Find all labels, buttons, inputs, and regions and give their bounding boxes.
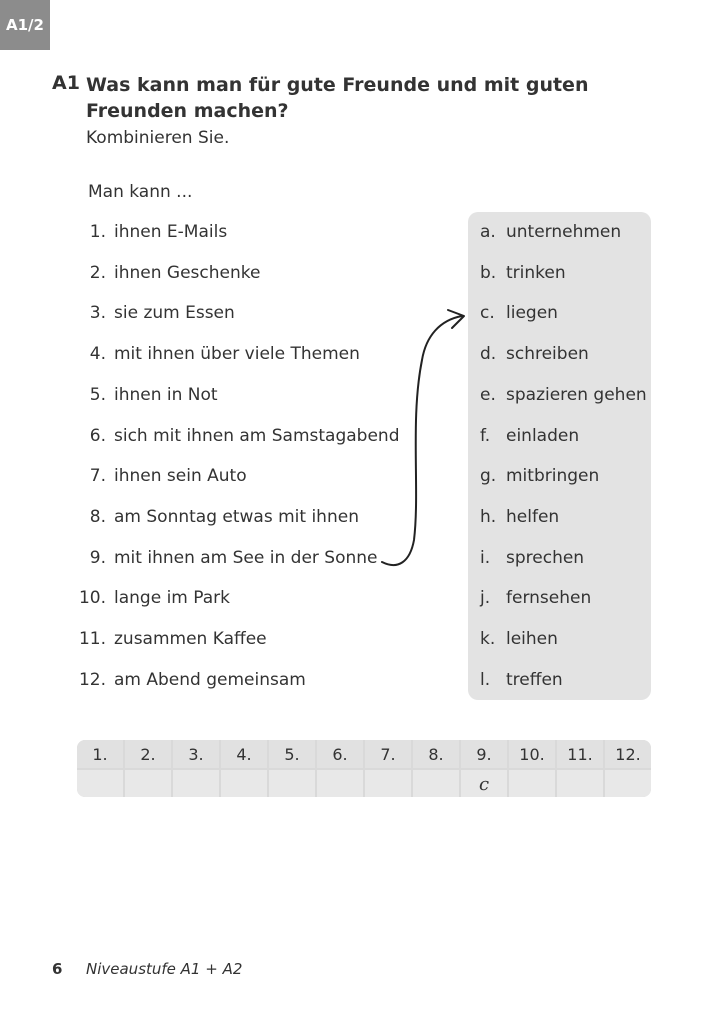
option-letter: b. (480, 262, 497, 283)
option-letter: h. (480, 506, 497, 527)
arrow-icon (370, 300, 480, 575)
list-item (70, 426, 399, 452)
task-number: A1 (52, 72, 80, 94)
option-text: unternehmen (506, 222, 622, 242)
answer-grid (77, 740, 651, 797)
option-item (480, 263, 566, 289)
option-text: leihen (506, 629, 558, 649)
option-text: einladen (506, 425, 580, 446)
option-text: mitbringen (506, 466, 600, 487)
option-item (480, 222, 621, 248)
grid-answer-cell[interactable] (77, 770, 123, 797)
task-instruction: Kombinieren Sie. (86, 128, 230, 148)
item-number: 10. (78, 588, 106, 609)
option-letter: k. (480, 629, 496, 649)
item-text: mit ihnen über viele Themen (114, 344, 360, 365)
task-title: Was kann man für gute Freunde und mit guten Freunden machen? (86, 74, 589, 122)
item-number: 7. (89, 466, 106, 487)
item-text: zusammen Kaffee (114, 629, 267, 649)
option-text: helfen (506, 506, 560, 527)
grid-answer-cell[interactable] (509, 770, 555, 797)
item-number: 2. (89, 262, 106, 283)
item-text: sich mit ihnen am Samstagabend (114, 425, 400, 446)
list-item (70, 507, 359, 533)
item-number: 6. (89, 425, 106, 446)
list-item (70, 588, 230, 614)
grid-answer-cell[interactable] (317, 770, 363, 797)
list-item (70, 222, 227, 248)
item-number: 3. (89, 303, 106, 324)
option-letter: l. (480, 669, 491, 690)
item-number: 12. (78, 669, 106, 690)
item-text: ihnen in Not (114, 384, 218, 405)
grid-header-cell: 10. (509, 740, 555, 768)
item-text: am Abend gemeinsam (114, 669, 306, 690)
item-number: 9. (89, 547, 106, 568)
grid-header-cell: 1. (77, 740, 123, 768)
option-letter: j. (480, 588, 491, 609)
option-letter: c. (480, 303, 495, 324)
list-item (70, 629, 267, 655)
option-item (480, 344, 589, 370)
option-letter: a. (480, 222, 496, 242)
grid-answer-cell[interactable] (413, 770, 459, 797)
item-text: lange im Park (114, 588, 230, 609)
grid-header-cell: 6. (317, 740, 363, 768)
grid-header-cell: 12. (605, 740, 651, 768)
intro-text: Man kann ... (88, 182, 193, 202)
option-letter: i. (480, 547, 491, 568)
list-item (70, 344, 360, 370)
option-item (480, 588, 591, 614)
footer-text: Niveaustufe A1 + A2 (86, 960, 243, 978)
grid-answer-cell[interactable] (221, 770, 267, 797)
option-text: liegen (506, 303, 558, 324)
grid-answer-cell[interactable] (557, 770, 603, 797)
grid-answer-cell[interactable]: c (461, 770, 507, 797)
item-number: 4. (89, 344, 106, 365)
option-letter: g. (480, 466, 497, 487)
option-letter: e. (480, 384, 496, 405)
option-text: spazieren gehen (506, 384, 647, 405)
option-text: treffen (506, 669, 563, 690)
option-letter: f. (480, 425, 491, 446)
list-item (70, 385, 218, 411)
grid-header-cell: 2. (125, 740, 171, 768)
option-item (480, 629, 558, 655)
grid-answer-cell[interactable] (269, 770, 315, 797)
option-item (480, 426, 579, 452)
item-text: am Sonntag etwas mit ihnen (114, 506, 359, 527)
grid-answer-cell[interactable] (173, 770, 219, 797)
grid-header-cell: 9. (461, 740, 507, 768)
option-item (480, 466, 599, 492)
item-text: mit ihnen am See in der Sonne (114, 547, 378, 568)
grid-header-cell: 7. (365, 740, 411, 768)
option-letter: d. (480, 344, 497, 365)
list-item (70, 303, 235, 329)
list-item (70, 263, 260, 289)
item-number: 11. (78, 629, 106, 649)
page-number: 6 (52, 960, 63, 978)
item-text: ihnen Geschenke (114, 262, 261, 283)
grid-header-cell: 11. (557, 740, 603, 768)
level-tag: A1/2 (0, 0, 50, 50)
item-number: 8. (89, 506, 106, 527)
grid-header-cell: 8. (413, 740, 459, 768)
option-item (480, 385, 647, 411)
option-item (480, 548, 584, 574)
option-text: trinken (506, 262, 566, 283)
grid-answer-cell[interactable] (125, 770, 171, 797)
item-text: sie zum Essen (114, 303, 235, 324)
option-item (480, 507, 559, 533)
option-item (480, 303, 558, 329)
item-number: 1. (89, 222, 106, 242)
list-item (70, 466, 247, 492)
list-item (70, 548, 378, 574)
item-number: 5. (89, 384, 106, 405)
grid-header-cell: 3. (173, 740, 219, 768)
option-text: fernsehen (506, 588, 592, 609)
list-item (70, 670, 306, 696)
item-text: ihnen sein Auto (114, 466, 247, 487)
option-item (480, 670, 563, 696)
answer-options-box (468, 212, 651, 700)
grid-answer-cell[interactable] (605, 770, 651, 797)
grid-header-cell: 5. (269, 740, 315, 768)
option-text: schreiben (506, 344, 589, 365)
grid-answer-cell[interactable] (365, 770, 411, 797)
grid-header-cell: 4. (221, 740, 267, 768)
option-text: sprechen (506, 547, 585, 568)
item-text: ihnen E-Mails (114, 222, 228, 242)
